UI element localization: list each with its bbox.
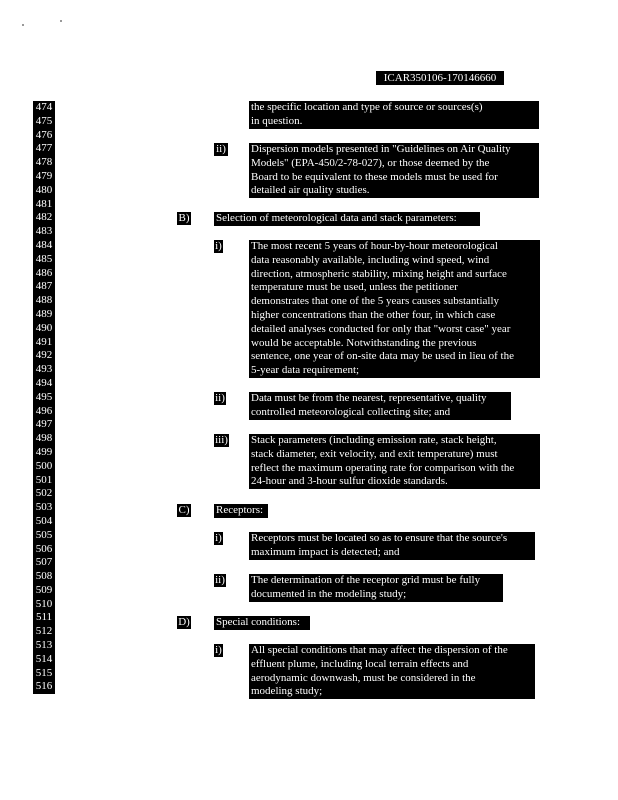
- line-number: 513: [33, 639, 55, 653]
- line-number: 490: [33, 322, 55, 336]
- line-number: 479: [33, 170, 55, 184]
- line-number: 481: [33, 198, 55, 212]
- line-number-column: [33, 101, 55, 694]
- section-heading: Special conditions:: [214, 616, 310, 630]
- line-number: 514: [33, 653, 55, 667]
- text-line: The determination of the receptor grid must be fully: [251, 574, 481, 586]
- line-number: 496: [33, 405, 55, 419]
- text-line: in question.: [251, 114, 303, 127]
- text-line: documented in the modeling study;: [251, 587, 407, 600]
- text-line: All special conditions that may affect the dispersion of the: [251, 644, 508, 656]
- text-line: Stack parameters (including emission rate, stack height,: [251, 434, 497, 446]
- scan-speck: [22, 24, 24, 26]
- text-line: The most recent 5 years of hour-by-hour meteorological: [251, 240, 498, 252]
- text-line: demonstrates that one of the 5 years causes substantially: [251, 295, 500, 308]
- text-line: effluent plume, including local terrain effects and: [251, 657, 469, 670]
- line-number: 504: [33, 515, 55, 529]
- line-number: 475: [33, 115, 55, 129]
- line-number: 498: [33, 432, 55, 446]
- paragraph-meteorological-data: [249, 240, 540, 378]
- text-line: Receptors must be located so as to ensure that the source's: [251, 532, 508, 544]
- text-line: Data must be from the nearest, representative, quality: [251, 392, 487, 404]
- continuation-text: [249, 101, 539, 129]
- text-line: maximum impact is detected; and: [251, 545, 400, 558]
- line-number: 478: [33, 156, 55, 170]
- line-number: 492: [33, 349, 55, 363]
- line-number: 482: [33, 211, 55, 225]
- section-marker: D): [178, 616, 190, 628]
- line-number: 502: [33, 487, 55, 501]
- paragraph-stack-parameters: [249, 434, 540, 489]
- section-heading: Selection of meteorological data and stack parameters:: [214, 212, 480, 226]
- text-line: the specific location and type of source or sources(s): [251, 101, 483, 113]
- paragraph-receptor-location: [249, 532, 535, 560]
- text-line: data reasonably available, including wind speed, wind: [251, 253, 490, 266]
- text-line: modeling study;: [251, 685, 323, 698]
- line-number: 477: [33, 142, 55, 156]
- line-number: 512: [33, 625, 55, 639]
- text-line: aerodynamic downwash, must be considered in the: [251, 671, 476, 684]
- line-number: 511: [33, 611, 55, 625]
- text-line: direction, atmospheric stability, mixing height and surface: [251, 267, 507, 280]
- line-number: 508: [33, 570, 55, 584]
- line-number: 494: [33, 377, 55, 391]
- text-line: would be acceptable. Notwithstanding the previous: [251, 336, 477, 349]
- section-marker: C): [178, 504, 190, 516]
- text-line: temperature must be used, unless the petitioner: [251, 281, 458, 294]
- line-number: 510: [33, 598, 55, 612]
- line-number: 495: [33, 391, 55, 405]
- section-heading: Receptors:: [214, 504, 268, 518]
- text-line: stack diameter, exit velocity, and exit temperature) must: [251, 447, 498, 460]
- line-number: 488: [33, 294, 55, 308]
- line-number: 506: [33, 543, 55, 557]
- line-number: 501: [33, 474, 55, 488]
- item-marker: iii): [215, 434, 228, 446]
- line-number: 500: [33, 460, 55, 474]
- line-number: 491: [33, 336, 55, 350]
- line-number: 503: [33, 501, 55, 515]
- line-number: 499: [33, 446, 55, 460]
- text-line: Models" (EPA-450/2-78-027), or those deemed by the: [251, 156, 490, 169]
- paragraph-receptor-grid: [249, 574, 503, 602]
- item-marker: ii): [214, 143, 228, 156]
- paragraph-dispersion-models: [249, 143, 539, 198]
- text-line: 5-year data requirement;: [251, 364, 360, 377]
- paragraph-data-source: [249, 392, 511, 420]
- line-number: 486: [33, 267, 55, 281]
- line-number: 515: [33, 667, 55, 681]
- text-line: higher concentrations than the other four, in which case: [251, 308, 496, 321]
- text-line: Dispersion models presented in "Guidelines on Air Quality: [251, 143, 511, 155]
- text-line: detailed analyses conducted for only that "worst case" year: [251, 322, 511, 335]
- text-line: 24-hour and 3-hour sulfur dioxide standards.: [251, 475, 448, 488]
- scan-speck: [60, 20, 62, 22]
- line-number: 489: [33, 308, 55, 322]
- line-number: 497: [33, 418, 55, 432]
- section-marker: B): [178, 212, 190, 224]
- line-number: 480: [33, 184, 55, 198]
- line-number: 505: [33, 529, 55, 543]
- line-number: 493: [33, 363, 55, 377]
- text-line: Board to be equivalent to these models must be used for: [251, 170, 498, 183]
- text-line: sentence, one year of on-site data may be used in lieu of the: [251, 350, 514, 363]
- item-marker: ii): [215, 392, 225, 404]
- line-number: 474: [33, 101, 55, 115]
- line-number: 507: [33, 556, 55, 570]
- line-number: 483: [33, 225, 55, 239]
- text-line: detailed air quality studies.: [251, 184, 370, 197]
- paragraph-special-conditions: [249, 644, 535, 699]
- item-marker: i): [215, 644, 222, 656]
- line-number: 487: [33, 280, 55, 294]
- line-number: 516: [33, 680, 55, 694]
- item-marker: i): [215, 532, 222, 544]
- item-marker: ii): [215, 574, 225, 586]
- line-number: 476: [33, 129, 55, 143]
- item-marker: i): [215, 240, 222, 252]
- line-number: 485: [33, 253, 55, 267]
- document-id: ICAR350106-170146660: [376, 71, 504, 85]
- line-number: 509: [33, 584, 55, 598]
- line-number: 484: [33, 239, 55, 253]
- text-line: reflect the maximum operating rate for comparison with the: [251, 461, 515, 474]
- text-line: controlled meteorological collecting site; and: [251, 405, 451, 418]
